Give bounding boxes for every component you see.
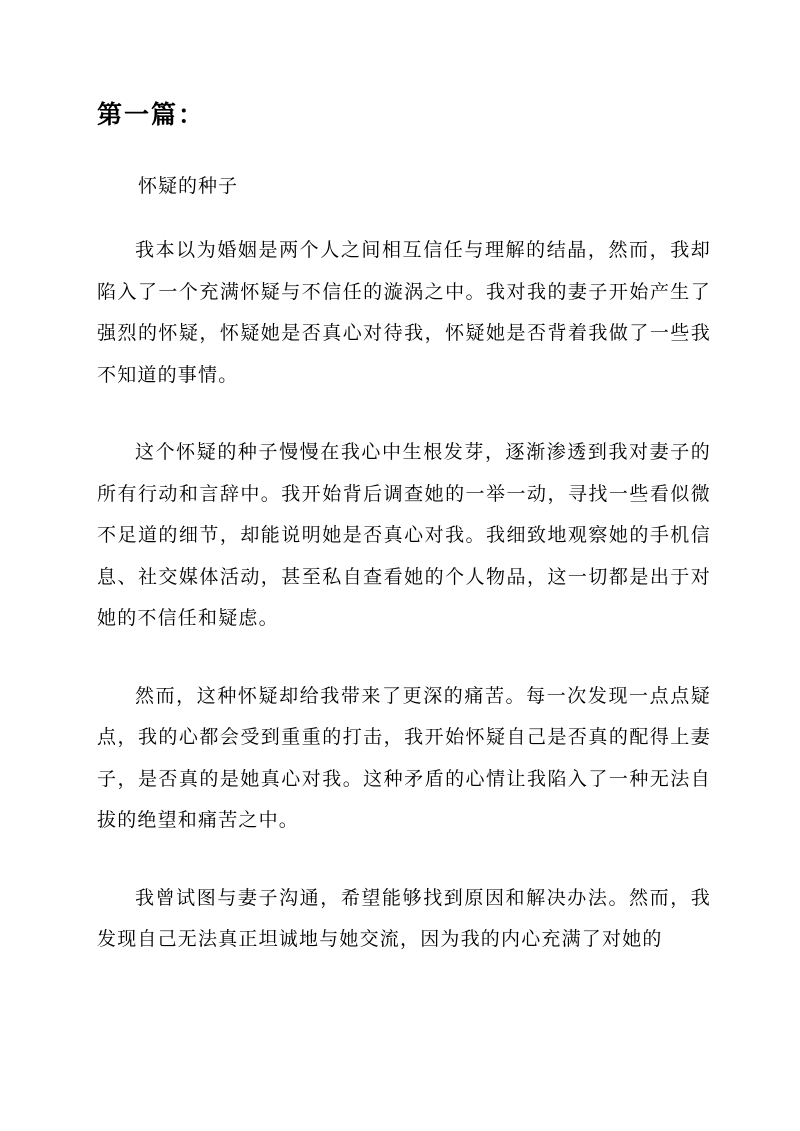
page-heading: 第一篇： — [97, 100, 206, 129]
paragraph: 然而，这种怀疑却给我带来了更深的痛苦。每一次发现一点点疑点，我的心都会受到重重的打击，我开始怀疑自己是否真的配得上妻子，是否真的是她真心对我。这种矛盾的心情让我陷入了一种无法自拔的绝望和痛苦之中。 — [97, 684, 711, 831]
paragraph: 我本以为婚姻是两个人之间相互信任与理解的结晶，然而，我却陷入了一个充满怀疑与不信任的漩涡之中。我对我的妻子开始产生了强烈的怀疑，怀疑她是否真心对待我，怀疑她是否背着我做了一些我不知道的事情。 — [97, 239, 711, 386]
paragraph: 我曾试图与妻子沟通，希望能够找到原因和解决办法。然而，我发现自己无法真正坦诚地与她交流，因为我的内心充满了对她的 — [97, 886, 711, 950]
section-subtitle: 怀疑的种子 — [138, 175, 239, 197]
body-text — [97, 230, 711, 997]
paragraph: 这个怀疑的种子慢慢在我心中生根发芽，逐渐渗透到我对妻子的所有行动和言辞中。我开始背后调查她的一举一动，寻找一些看似微不足道的细节，却能说明她是否真心对我。我细致地观察她的手机信息、社交媒体活动，甚至私自查看她的个人物品，这一切都是出于对她的不信任和疑虑。 — [97, 441, 711, 629]
